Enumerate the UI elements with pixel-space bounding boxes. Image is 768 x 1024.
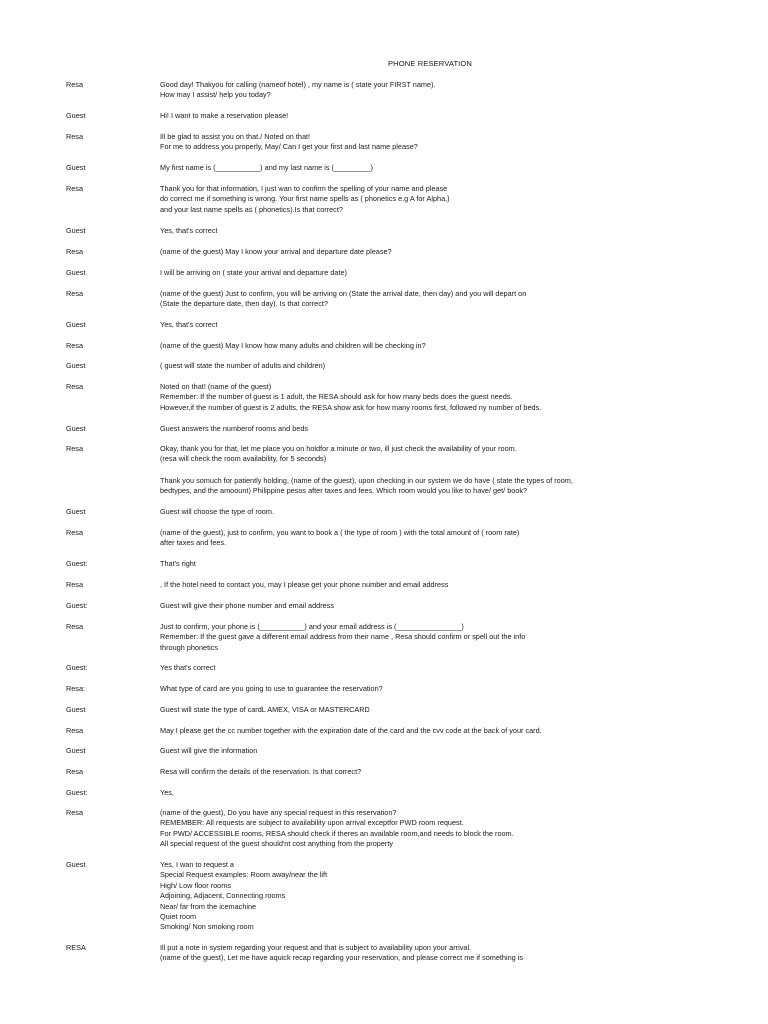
dialogue-text (160, 528, 680, 549)
dialogue-line: Good day! Thakyou for calling (nameof hotel) , my name is ( state your FIRST name). (160, 80, 436, 89)
dialogue-line: Special Request examples: Room away/near the lift (160, 870, 328, 880)
dialogue-line: Guest answers the numberof rooms and beds (160, 424, 309, 433)
speaker-label: Resa (66, 580, 84, 589)
dialogue-text (160, 559, 680, 569)
speaker-label: Resa (66, 444, 84, 453)
speaker-label: Guest (66, 163, 86, 172)
dialogue-line: (State the departure date, then day). Is that correct? (160, 299, 328, 309)
dialogue-line: Thank you for that information, I just wan to confirm the spelling of your name and please (160, 184, 448, 193)
dialogue-line: Near/ far from the icemachine (160, 901, 257, 911)
dialogue-line: Yes that's correct (160, 663, 216, 672)
speaker-label: Resa (66, 247, 84, 256)
page-title: PHONE RESERVATION (388, 59, 472, 68)
dialogue-line: Just to confirm, your phone is (___________) and your email address is (________________) (160, 622, 464, 631)
speaker-label: Guest (66, 361, 86, 370)
dialogue-text (160, 943, 680, 964)
dialogue-text (160, 361, 680, 371)
speaker-label: Guest (66, 226, 86, 235)
speaker-label: Guest (66, 507, 86, 516)
dialogue-line: (name of the guest) Just to confirm, you will be arriving on (State the arrival date, then day) and you will depart on (160, 289, 527, 298)
dialogue-text (160, 320, 680, 330)
dialogue-text (160, 767, 680, 777)
dialogue-line: after taxes and fees. (160, 538, 227, 548)
speaker-label: Resa (66, 528, 84, 537)
dialogue-text (160, 476, 680, 497)
dialogue-line: do correct me if something is wrong. Your first name spells as ( phonetics e.g A for Alpha,) (160, 194, 450, 204)
speaker-label: Resa (66, 808, 84, 817)
dialogue-line: Yes, I wan to request a (160, 860, 234, 869)
dialogue-text (160, 444, 680, 465)
dialogue-line: Remember: If the guest gave a different email address from their name , Resa should confirm or spell out the info (160, 632, 526, 642)
dialogue-line: For me to address you properly, May/ Can I get your first and last name please? (160, 142, 418, 152)
dialogue-line: REMEMBER: All requests are subject to availability upon arrival exceptfor PWD room request. (160, 818, 464, 828)
dialogue-line: Thank you somuch for patiently holding, (name of the guest), upon checking in our system we do have ( state the types of room, (160, 476, 573, 485)
dialogue-line: ( guest will state the number of adults and children) (160, 361, 326, 370)
dialogue-line: How may I assist/ help you today? (160, 90, 271, 100)
dialogue-line: I will be arriving on ( state your arrival and departure date) (160, 268, 347, 277)
dialogue-line: However,if the number of guest is 2 adults, the RESA show ask for how many rooms first, followed ny number of beds. (160, 402, 542, 412)
dialogue-text (160, 424, 680, 434)
speaker-label: Guest (66, 705, 86, 714)
speaker-label: Resa (66, 382, 84, 391)
dialogue-line: Remember: If the number of guest is 1 adult, the RESA should ask for how many beds does the guest needs. (160, 392, 513, 402)
dialogue-text (160, 111, 680, 121)
dialogue-text (160, 663, 680, 673)
dialogue-line: (name of the guest), Do you have any special request in this reservation? (160, 808, 397, 817)
speaker-label: Resa (66, 289, 84, 298)
dialogue-line: (name of the guest), just to confirm, you want to book a ( the type of room ) with the total amount of ( room rate) (160, 528, 520, 537)
dialogue-line: Guest will give the information (160, 746, 258, 755)
dialogue-line: May I please get the cc number together with the expiration date of the card and the cvv code at the back of your card. (160, 726, 542, 735)
dialogue-line: and your last name spells as ( phonetics).Is that correct? (160, 204, 343, 214)
dialogue-text (160, 601, 680, 611)
dialogue-text (160, 247, 680, 257)
dialogue-line: For PWD/ ACCESSIBLE rooms, RESA should check if theres an available room,and needs to block the room. (160, 828, 514, 838)
dialogue-text (160, 788, 680, 798)
speaker-label: Guest (66, 320, 86, 329)
speaker-label: Guest (66, 268, 86, 277)
speaker-label: Resa (66, 132, 84, 141)
dialogue-line: bedtypes, and the amoount) Philippine pesos after taxes and fees. Which room would you like to have/ get/ book? (160, 486, 528, 496)
dialogue-text (160, 382, 680, 413)
dialogue-line: , If the hotel need to contact you, may I please get your phone number and email address (160, 580, 449, 589)
speaker-label: Guest: (66, 601, 88, 610)
dialogue-line: Yes, (160, 788, 174, 797)
dialogue-line: Hi! I want to make a reservation please! (160, 111, 289, 120)
dialogue-line: (name of the guest) May I know how many adults and children will be checking in? (160, 341, 426, 350)
speaker-label: Guest (66, 746, 86, 755)
dialogue-text (160, 580, 680, 590)
speaker-label: Resa (66, 80, 84, 89)
dialogue-line: through phonetics (160, 642, 219, 652)
dialogue-line: Guest will give their phone number and email address (160, 601, 335, 610)
dialogue-text (160, 808, 680, 850)
dialogue-text (160, 163, 680, 173)
dialogue-line: High/ Low floor rooms (160, 880, 231, 890)
speaker-label: Resa (66, 767, 84, 776)
dialogue-line: Quiet room (160, 911, 197, 921)
speaker-label: Guest: (66, 559, 88, 568)
dialogue-line: Resa will confirm the details of the reservation. Is that correct? (160, 767, 362, 776)
speaker-label: Resa: (66, 684, 86, 693)
dialogue-line: Guest will state the type of cardL AMEX, VISA or MASTERCARD (160, 705, 370, 714)
dialogue-line: Ill be glad to assist you on that./ Noted on that! (160, 132, 311, 141)
dialogue-text (160, 341, 680, 351)
dialogue-line: Yes, that's correct (160, 226, 218, 235)
dialogue-line: All special request of the guest should'nt cost anything from the property (160, 839, 393, 849)
dialogue-line: Smoking/ Non smoking room (160, 922, 254, 932)
dialogue-line: What type of card are you going to use to guarantee the reservation? (160, 684, 383, 693)
dialogue-line: Okay, thank you for that, let me place you on holdfor a minute or two, ill just check the availability of your room. (160, 444, 517, 453)
dialogue-line: (resa will check the room availability, for 5 seconds) (160, 454, 327, 464)
dialogue-text (160, 746, 680, 756)
dialogue-line: Noted on that! (name of the guest) (160, 382, 272, 391)
dialogue-line: That's right (160, 559, 196, 568)
dialogue-line: (name of the guest), Let me have aquick recap regarding your reservation, and please correct me if something is (160, 953, 524, 963)
speaker-label: Resa (66, 341, 84, 350)
speaker-label: Guest: (66, 788, 88, 797)
dialogue-line: Ill put a note in system regarding your request and that is subject to availability upon your arrival. (160, 943, 472, 952)
dialogue-text (160, 507, 680, 517)
dialogue-text (160, 289, 680, 310)
speaker-label: Resa (66, 622, 84, 631)
dialogue-text (160, 184, 680, 215)
dialogue-text (160, 132, 680, 153)
dialogue-text (160, 226, 680, 236)
dialogue-line: My first name is (___________) and my last name is (_________) (160, 163, 373, 172)
speaker-label: Resa (66, 726, 84, 735)
speaker-label: Resa (66, 184, 84, 193)
speaker-label: Guest: (66, 663, 88, 672)
dialogue-text (160, 684, 680, 694)
dialogue-line: Yes, that's correct (160, 320, 218, 329)
speaker-label: RESA (66, 943, 86, 952)
dialogue-line: Adjoining, Adjacent, Connecting rooms (160, 891, 286, 901)
dialogue-text (160, 705, 680, 715)
speaker-label: Guest (66, 111, 86, 120)
dialogue-line: (name of the guest) May I know your arrival and departure date please? (160, 247, 392, 256)
dialogue-text (160, 622, 680, 653)
dialogue-text (160, 80, 680, 101)
speaker-label: Guest (66, 424, 86, 433)
dialogue-text (160, 726, 680, 736)
dialogue-line: Guest will choose the type of room. (160, 507, 274, 516)
dialogue-text (160, 860, 680, 933)
speaker-label: Guest (66, 860, 86, 869)
dialogue-text (160, 268, 680, 278)
